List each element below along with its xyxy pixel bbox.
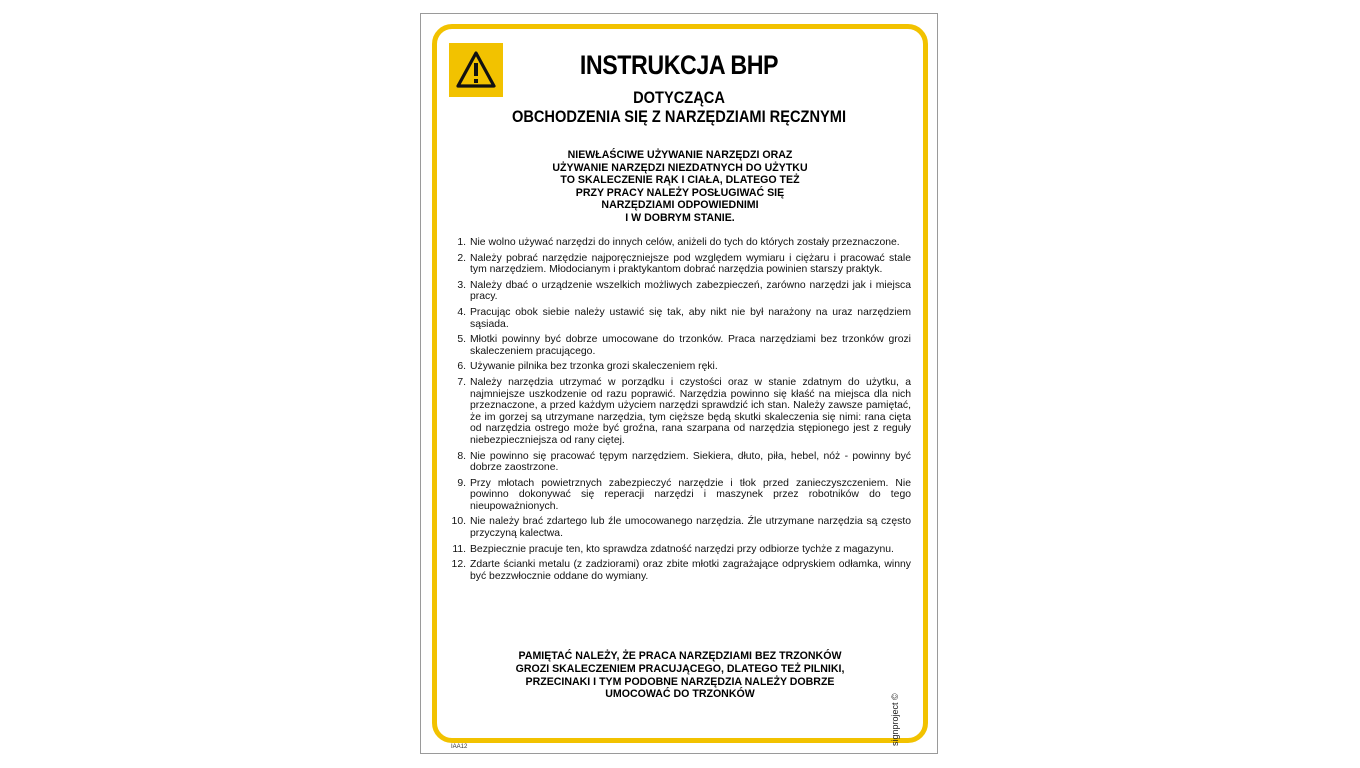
rule-item — [445, 377, 911, 447]
intro-line: NARZĘDZIAMI ODPOWIEDNIMI — [601, 199, 759, 211]
intro-line: I W DOBRYM STANIE. — [625, 211, 735, 224]
rule-number: 12. — [451, 559, 466, 571]
sign-subtitle-line2: OBCHODZENIA SIĘ Z NARZĘDZIAMI RĘCZNYMI — [511, 107, 847, 126]
rule-number: 6. — [457, 361, 466, 373]
rule-item — [445, 559, 911, 582]
rule-number: 10. — [451, 516, 466, 528]
rule-text: Należy narzędzia utrzymać w porządku i czystości oraz w stanie zdatnym do użytku, a najmniejsze uszkodzenie od razu poprawić. Narzędzia powinno się kłaść na miejsca dla nich przeznaczone, a przed każdym użyciem narzędzi sprawdzić ich stan. Należy zawsze pamiętać, że im gorzej są utrzymane narzędzia, tym cięższe będą skutki skaleczenia się nimi: rana cięta od narzędzia ostrego może być groźna, rana szarpana od narzędzia stępionego jest z reguły niebezpieczniejsza od rany ciętej. — [470, 376, 911, 446]
rule-text: Nie powinno się pracować tępym narzędziem. Siekiera, dłuto, piła, hebel, nóż - powinny być dobrze zaostrzone. — [470, 450, 911, 474]
intro-line: PRZY PRACY NALEŻY POSŁUGIWAĆ SIĘ — [575, 186, 785, 199]
rule-item — [445, 544, 911, 556]
rule-text: Należy pobrać narzędzie najporęczniejsze pod względem wymiaru i ciężaru i pracować stale tym narzędziem. Młodocianym i praktykantom dobrać narzędzia powinien starszy praktyk. — [470, 252, 911, 276]
rule-text: Przy młotach powietrznych zabezpieczyć narzędzie i tłok przed zanieczyszczeniem. Nie powinno dokonywać się reperacji narzędzi i maszynek przez robotników do tego nieupoważnionych. — [470, 477, 911, 512]
intro-warning — [481, 149, 879, 224]
rule-text: Bezpiecznie pracuje ten, kto sprawdza zdatność narzędzi przy odbiorze tychże z magazynu. — [470, 543, 894, 555]
outro-line: UMOCOWAĆ DO TRZONKÓW — [605, 688, 755, 701]
outro-line: GROZI SKALECZENIEM PRACUJĄCEGO, DLATEGO TEŻ PILNIKI, — [515, 662, 845, 675]
rule-text: Młotki powinny być dobrze umocowane do trzonków. Praca narzędziami bez trzonków grozi skaleczeniem pracującego. — [470, 334, 911, 357]
safety-sign — [420, 13, 938, 754]
rule-number: 9. — [457, 477, 466, 489]
rule-text: Należy dbać o urządzenie wszelkich możliwych zabezpieczeń, zarówno narzędzi jak i miejsca pracy. — [470, 279, 911, 303]
rule-item — [445, 451, 911, 474]
closing-warning — [481, 650, 879, 701]
product-code: IAA12 — [451, 744, 468, 750]
intro-line: UŻYWANIE NARZĘDZI NIEZDATNYCH DO UŻYTKU — [552, 161, 808, 174]
outro-line: PRZECINAKI I TYM PODOBNE NARZĘDZIA NALEŻY DOBRZE — [525, 675, 835, 688]
rule-text: Nie wolno używać narzędzi do innych celów, aniżeli do tych do których zostały przeznaczone. — [470, 237, 900, 248]
rule-item — [445, 361, 911, 373]
rule-number: 4. — [457, 306, 466, 318]
sign-title: INSTRUKCJA BHP — [579, 50, 779, 80]
rule-text: Zdarte ścianki metalu (z zadziorami) oraz zbite młotki zagrażające odpryskiem odłamka, winny być bezzwłocznie oddane do wymiany. — [470, 559, 911, 582]
rule-number: 7. — [457, 376, 466, 388]
rule-number: 5. — [457, 334, 466, 346]
rule-item — [445, 516, 911, 539]
intro-line: TO SKALECZENIE RĄK I CIAŁA, DLATEGO TEŻ — [560, 174, 800, 186]
intro-line: NIEWŁAŚCIWE UŻYWANIE NARZĘDZI ORAZ — [567, 149, 793, 161]
rule-number: 1. — [457, 237, 466, 248]
outro-line: PAMIĘTAĆ NALEŻY, ŻE PRACA NARZĘDZIAMI BEZ TRZONKÓW — [518, 650, 842, 662]
rule-number: 11. — [452, 543, 466, 555]
rule-item — [445, 334, 911, 357]
rule-item — [445, 253, 911, 276]
brand-label: signproject © — [890, 693, 900, 746]
sign-subtitle-line1: DOTYCZĄCA — [633, 88, 725, 107]
rule-number: 2. — [457, 252, 466, 264]
rule-number: 3. — [457, 279, 466, 291]
rule-item — [445, 280, 911, 303]
rule-item — [445, 237, 911, 249]
rule-text: Nie należy brać zdartego lub źle umocowanego narzędzia. Źle utrzymane narzędzia są często przyczyną kalectwa. — [470, 516, 911, 540]
rules-list — [445, 237, 911, 586]
rule-text: Pracując obok siebie należy ustawić się tak, aby nikt nie był narażony na uraz narzędziem sąsiada. — [470, 306, 911, 330]
rule-item — [445, 478, 911, 513]
rule-text: Używanie pilnika bez trzonka grozi skaleczeniem ręki. — [470, 361, 718, 373]
rule-item — [445, 307, 911, 330]
rule-number: 8. — [457, 450, 466, 462]
